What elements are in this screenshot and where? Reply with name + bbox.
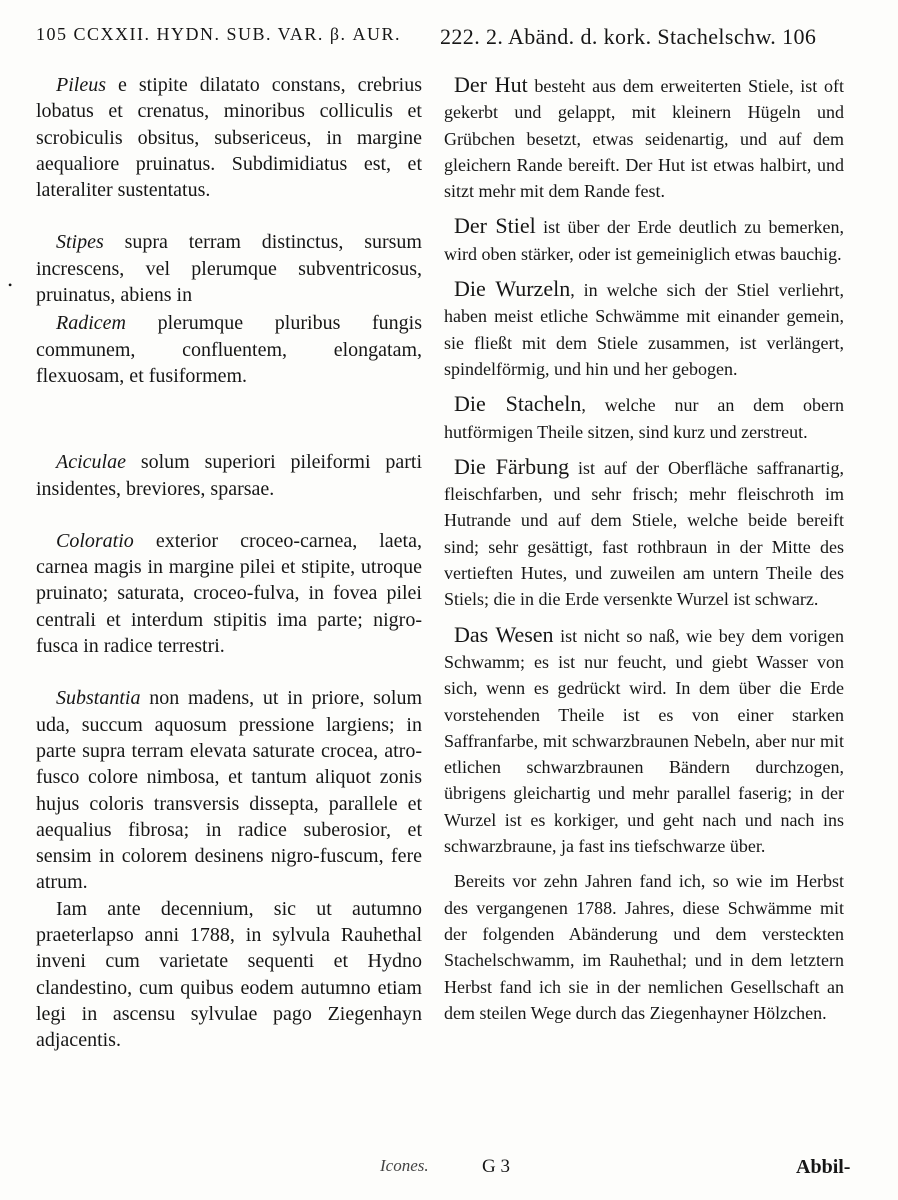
header-german: 222. 2. Abänd. d. kork. Stachelschw. 106 [440, 24, 817, 49]
german-paragraph-wesen: Das Wesen ist nicht so naß, wie bey dem vorigen Schwamm; es ist nur feucht, und giebt Wasser von sich, wenn es gedrückt wird. In dem über die Erde vorstehenden Theile ist es von einer starken Saffranfarbe, mit schwarzbraunen Nebeln, aber nur mit etlichen schwarzbraunen Bändern durchzogen, übrigens gleichartig und mehr parallel faserig; in der Wurzel ist es korkiger, und geht nach und nach ins schwarzbraune, ja fast ins tiefschwarze über. [444, 621, 844, 857]
latin-paragraph-aciculae: Aciculae solum superiori pileiformi parti insidentes, breviores, sparsae. [36, 451, 422, 500]
german-paragraph-faerbung: Die Färbung ist auf der Oberfläche saffranartig, fleischfarben, und sehr frisch; mehr fleischroth im Hutrande und auf dem Stiele, welche beide bereift sind; sehr gesättigt, fast rothbraun in der Mitte des vertieften Hutes, und zuweilen am untern Theile des Stiels; die in die Erde versenkte Wurzel ist schwarz. [444, 453, 845, 610]
german-paragraph-stiel: Der Stiel ist über der Erde deutlich zu bemerken, wird oben stärker, oder ist gemeiniglich etwas bauchig. [444, 213, 844, 264]
german-paragraph-hut: Der Hut besteht aus dem erweiterten Stiele, ist oft gekerbt und gelappt, mit kleinern Hügeln und Grübchen besetzt, etwas seidenartig, und auf dem gleichern Rande bereift. Der Hut ist etwas halbirt, und sitzt mehr mit dem Rande fest. [444, 72, 844, 202]
german-paragraph-stacheln: Die Stacheln, welche nur an dem obern hutförmigen Theile sitzen, sind kurz und zerstreut. [444, 391, 844, 442]
latin-paragraph-substantia: Substantia non madens, ut in priore, solum uda, succum aquosum pressione largiens; in parte supra terram elevata saturate crocea, atro-fusco colore nimbosa, et tantum aliquot zonis hujus coloris transversis dissepta, parallele et aequalius fibrosa; in radice suberosior, et sensim in colorem desinens nigro-fuscum, fere atrum. [36, 687, 422, 894]
latin-column [36, 72, 422, 1080]
latin-paragraph-stipes: Stipes supra terram distinctus, sursum increscens, vel plerumque subventricosus, pruinatus, abiens in [36, 231, 422, 307]
latin-paragraph-pileus: Pileus e stipite dilatato constans, crebrius lobatus et crenatus, minoribus colliculis et scrobiculis obsitus, subsericeus, in margine aequaliore pruinatus. Subdimidiatus est, et lateraliter sustentatus. [36, 74, 422, 202]
page-footer [0, 1156, 898, 1186]
german-column [444, 72, 844, 1035]
signature-mark: G 3 [482, 1156, 510, 1177]
latin-paragraph-provenance: Iam ante decennium, sic ut autumno praeterlapso anni 1788, in sylvula Rauhethal inveni cum varietate sequenti et Hydno clandestino, cum quibus eodem autumno etiam legi in ascensu sylvulae pago Ziegenhayn adjacentis. [36, 897, 422, 1052]
catchword: Abbil- [796, 1156, 851, 1178]
german-paragraph-provenance: Bereits vor zehn Jahren fand ich, so wie im Herbst des vergangenen 1788. Jahres, diese Schwämme mit der folgenden Abänderung und dem versteckten Stachelschwamm, im Rauhethal; und in dem letztern Herbst fand ich sie in der nemlichen Gesellschaft an dem steilen Wege durch das Ziegenhayner Hölzchen. [444, 871, 844, 1023]
latin-paragraph-coloratio: Coloratio exterior croceo-carnea, laeta, carnea magis in margine pilei et stipite, utroque pruinato; saturata, croceo-fulva, in fovea pilei centrali et interdum stipitis ima parte; nigro-fusca in radice terrestri. [36, 529, 422, 658]
running-header [0, 24, 898, 54]
latin-paragraph-radix: Radicem plerumque pluribus fungis communem, confluentem, elongatam, flexuosam, et fusiformem. [36, 312, 422, 387]
footer-icones-note: Icones. [380, 1156, 429, 1175]
header-latin: 105 CCXXII. HYDN. SUB. VAR. β. AUR. [36, 24, 402, 44]
margin-mark: • [8, 278, 13, 292]
german-paragraph-wurzeln: Die Wurzeln, in welche sich der Stiel verliehrt, haben meist etliche Schwämme mit einander gemein, sie fließt mit dem Stiele zusammen, ist verlängert, spindelförmig, und hin und her gebogen. [444, 276, 845, 379]
